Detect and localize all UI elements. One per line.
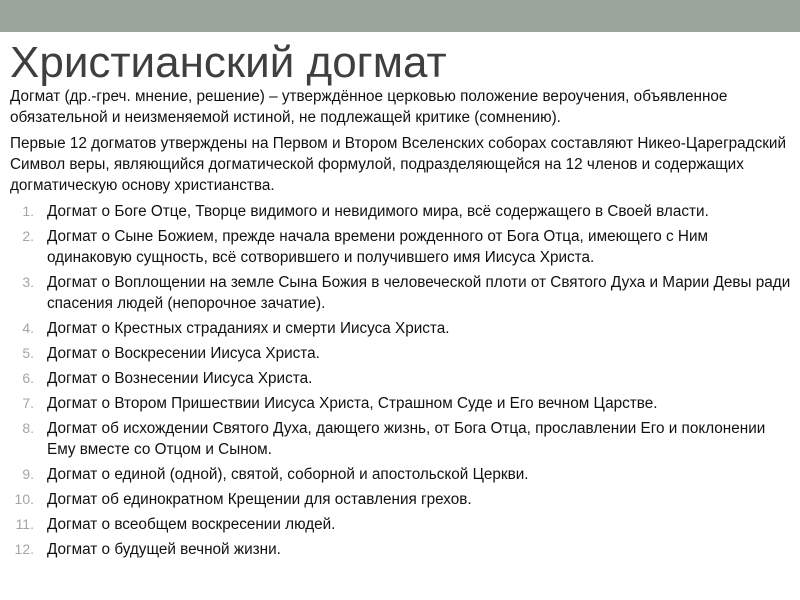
dogma-text: Догмат о Сыне Божием, прежде начала времени рожденного от Бога Отца, имеющего с Ним одинаковую сущность, всё сотворившего и получившего имя Иисуса Христа. bbox=[47, 228, 708, 266]
dogma-item bbox=[10, 272, 796, 314]
list-number: 4. bbox=[22, 320, 34, 336]
dogma-item bbox=[10, 393, 796, 414]
dogma-text: Догмат о Вознесении Иисуса Христа. bbox=[47, 370, 313, 387]
list-number: 1. bbox=[22, 203, 34, 219]
dogma-item bbox=[10, 343, 796, 364]
dogma-text: Догмат о Воскресении Иисуса Христа. bbox=[47, 345, 320, 362]
top-bar bbox=[0, 0, 800, 32]
list-number: 6. bbox=[22, 370, 34, 386]
creed-paragraph: Первые 12 догматов утверждены на Первом и Втором Вселенских соборах составляют Никео-Цареградский Символ веры, являющийся догматической формулой, подразделяющейся на 12 членов и содержащих догматическую основу христианства. bbox=[10, 135, 787, 194]
dogma-item bbox=[10, 418, 796, 460]
dogma-list bbox=[10, 201, 796, 560]
list-number: 2. bbox=[22, 228, 34, 244]
slide-title: Христианский догмат bbox=[10, 38, 447, 87]
dogma-item bbox=[10, 368, 796, 389]
list-number: 12. bbox=[14, 541, 34, 557]
definition-paragraph: Догмат (др.-греч. мнение, решение) – утверждённое церковью положение вероучения, объявленное обязательной и неизменяемой истиной, не подлежащей критике (сомнению). bbox=[10, 88, 728, 126]
dogma-item bbox=[10, 318, 796, 339]
dogma-text: Догмат о Втором Пришествии Иисуса Христа, Страшном Суде и Его вечном Царстве. bbox=[47, 395, 658, 412]
dogma-text: Догмат о Крестных страданиях и смерти Иисуса Христа. bbox=[47, 320, 450, 337]
list-number: 7. bbox=[22, 395, 34, 411]
dogma-item bbox=[10, 514, 796, 535]
dogma-text: Догмат о будущей вечной жизни. bbox=[47, 541, 281, 558]
dogma-text: Догмат о Воплощении на земле Сына Божия в человеческой плоти от Святого Духа и Марии Девы ради спасения людей (непорочное зачатие). bbox=[47, 274, 791, 312]
dogma-text: Догмат о Боге Отце, Творце видимого и невидимого мира, всё содержащего в Своей власти. bbox=[47, 203, 709, 220]
slide-body bbox=[10, 86, 796, 564]
dogma-text: Догмат об исхождении Святого Духа, дающего жизнь, от Бога Отца, прославлении Его и поклонении Ему вместе со Отцом и Сыном. bbox=[47, 420, 766, 458]
list-number: 3. bbox=[22, 274, 34, 290]
dogma-item bbox=[10, 201, 796, 222]
dogma-text: Догмат о всеобщем воскресении людей. bbox=[47, 516, 336, 533]
list-number: 11. bbox=[15, 516, 34, 532]
dogma-text: Догмат об единократном Крещении для оставления грехов. bbox=[47, 491, 472, 508]
list-number: 8. bbox=[22, 420, 34, 436]
list-number: 9. bbox=[22, 466, 34, 482]
list-number: 5. bbox=[22, 345, 34, 361]
dogma-item bbox=[10, 464, 796, 485]
dogma-item bbox=[10, 226, 796, 268]
dogma-item bbox=[10, 539, 796, 560]
dogma-item bbox=[10, 489, 796, 510]
dogma-text: Догмат о единой (одной), святой, соборной и апостольской Церкви. bbox=[47, 466, 529, 483]
list-number: 10. bbox=[14, 491, 34, 507]
